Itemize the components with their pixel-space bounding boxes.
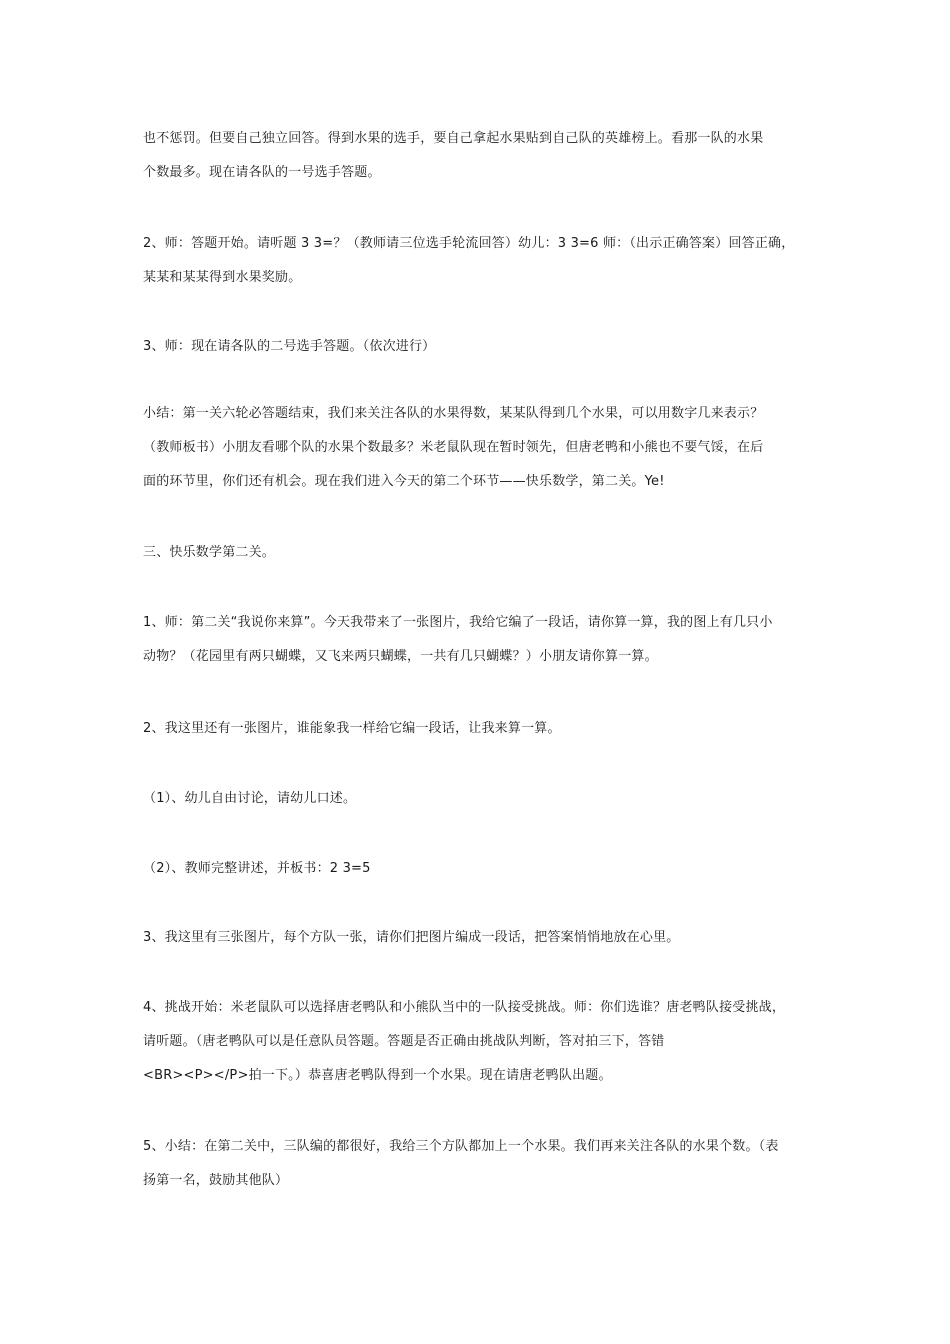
paragraph-substep-1 — [143, 782, 811, 816]
text-line: 小结：第一关六轮必答题结束，我们来关注各队的水果得数，某某队得到几个水果，可以用数字几来表示？ — [143, 406, 764, 421]
paragraph-section3-step-5 — [143, 1130, 811, 1198]
text-line: 5、小结：在第二关中，三队编的都很好，我给三个方队都加上一个水果。我们再来关注各队的水果个数。（表 — [143, 1139, 779, 1154]
paragraph-intro-rules — [143, 122, 811, 190]
text-line: 请听题。（唐老鸭队可以是任意队员答题。答题是否正确由挑战队判断，答对拍三下，答错 — [143, 1034, 665, 1049]
paragraph-summary-1 — [143, 397, 811, 499]
section-heading-3 — [143, 536, 811, 570]
paragraph-section3-step-4 — [143, 991, 811, 1093]
paragraph-section3-step-2 — [143, 712, 811, 746]
text-line: （2）、教师完整讲述，并板书：2 3=5 — [143, 861, 371, 876]
text-line: 三、快乐数学第二关。 — [143, 545, 276, 560]
text-line: <BR><P></P>拍一下。）恭喜唐老鸭队得到一个水果。现在请唐老鸭队出题。 — [143, 1068, 612, 1083]
text-line: 1、师：第二关“我说你来算”。今天我带来了一张图片，我给它编了一段话，请你算一算，我的图上有几只小 — [143, 615, 773, 630]
paragraph-step-3 — [143, 330, 811, 364]
paragraph-section3-step-1 — [143, 606, 811, 674]
text-line: 4、挑战开始：米老鼠队可以选择唐老鸭队和小熊队当中的一队接受挑战。师：你们选谁？唐老鸭队接受挑战， — [143, 1000, 786, 1015]
text-line: 动物？（花园里有两只蝴蝶，又飞来两只蝴蝶，一共有几只蝴蝶？）小朋友请你算一算。 — [143, 649, 658, 664]
text-line: 个数最多。现在请各队的一号选手答题。 — [143, 165, 381, 180]
text-line: （1）、幼儿自由讨论，请幼儿口述。 — [143, 791, 357, 806]
paragraph-section3-step-3 — [143, 921, 811, 955]
text-line: 3、师：现在请各队的二号选手答题。（依次进行） — [143, 339, 436, 354]
text-line: 也不惩罚。但要自己独立回答。得到水果的选手，要自己拿起水果贴到自己队的英雄榜上。看那一队的水果 — [143, 131, 764, 146]
text-line: 2、我这里还有一张图片，谁能象我一样给它编一段话，让我来算一算。 — [143, 721, 561, 736]
text-line: 某某和某某得到水果奖励。 — [143, 270, 302, 285]
paragraph-step-2 — [143, 227, 811, 295]
paragraph-substep-2 — [143, 852, 811, 886]
text-line: 3、我这里有三张图片，每个方队一张，请你们把图片编成一段话，把答案悄悄地放在心里。 — [143, 930, 680, 945]
text-line: 2、师：答题开始。请听题 3 3=？（教师请三位选手轮流回答）幼儿：3 3=6 师：（出示正确答案）回答正确， — [143, 236, 795, 251]
text-line: 扬第一名，鼓励其他队） — [143, 1173, 289, 1188]
text-line: （教师板书）小朋友看哪个队的水果个数最多？米老鼠队现在暂时领先，但唐老鸭和小熊也不要气馁，在后 — [143, 440, 764, 455]
text-line: 面的环节里，你们还有机会。现在我们进入今天的第二个环节——快乐数学，第二关。Ye! — [143, 474, 665, 489]
